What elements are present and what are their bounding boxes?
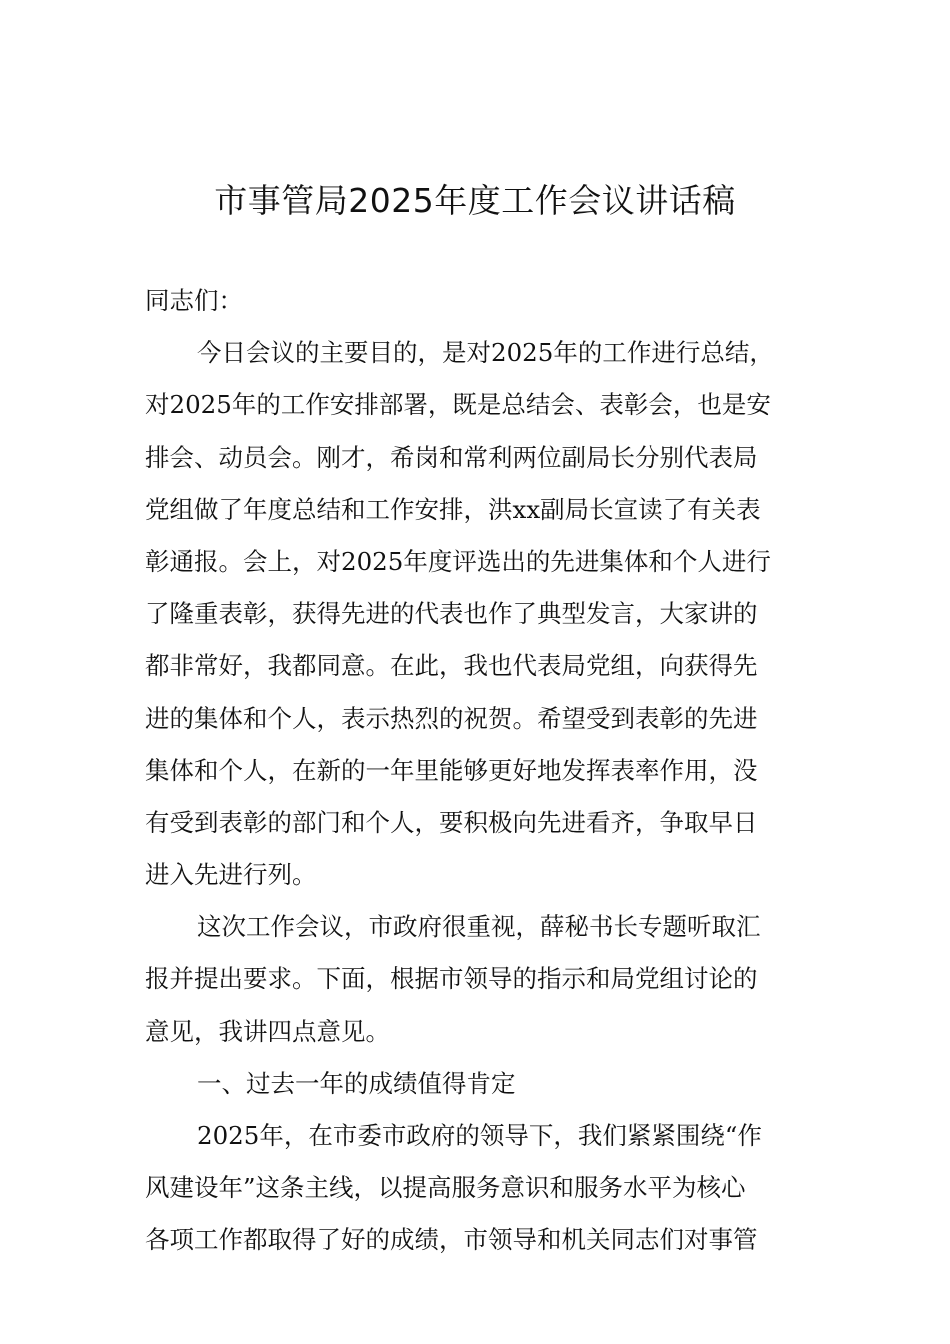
paragraph-line: 排会、动员会。刚才，希岗和常利两位副局长分别代表局 <box>145 442 758 472</box>
paragraph-line: 各项工作都取得了好的成绩，市领导和机关同志们对事管 <box>145 1225 758 1255</box>
paragraph-line: 了隆重表彰，获得先进的代表也作了典型发言，大家讲的 <box>145 599 758 629</box>
paragraph-line: 这次工作会议，市政府很重视，薛秘书长专题听取汇 <box>197 912 761 942</box>
section-heading: 一、过去一年的成绩值得肯定 <box>197 1068 516 1098</box>
paragraph-line: 风建设年”这条主线，以提高服务意识和服务水平为核心 <box>145 1173 746 1203</box>
paragraph-line: 都非常好，我都同意。在此，我也代表局党组，向获得先 <box>145 651 758 681</box>
paragraph-line: 对2025年的工作安排部署，既是总结会、表彰会，也是安 <box>145 390 771 420</box>
salutation-line: 同志们： <box>145 286 243 315</box>
paragraph-line: 进的集体和个人，表示热烈的祝贺。希望受到表彰的先进 <box>145 703 758 733</box>
paragraph-line: 进入先进行列。 <box>145 860 317 890</box>
document-body <box>145 275 805 1267</box>
document-title: 市事管局2025年度工作会议讲话稿 <box>214 181 736 220</box>
paragraph-line: 党组做了年度总结和工作安排，洪xx副局长宣读了有关表 <box>145 494 761 524</box>
paragraph-line: 今日会议的主要目的，是对2025年的工作进行总结， <box>197 338 774 368</box>
paragraph-line: 彰通报。会上，对2025年度评选出的先进集体和个人进行 <box>145 546 771 576</box>
paragraph-line: 报并提出要求。下面，根据市领导的指示和局党组讨论的 <box>145 964 758 994</box>
paragraph-line: 意见，我讲四点意见。 <box>145 1016 390 1046</box>
paragraph-line: 集体和个人，在新的一年里能够更好地发挥表率作用，没 <box>145 755 758 785</box>
paragraph-line: 有受到表彰的部门和个人，要积极向先进看齐，争取早日 <box>145 807 758 837</box>
paragraph-line: 2025年，在市委市政府的领导下，我们紧紧围绕“作 <box>197 1121 762 1150</box>
